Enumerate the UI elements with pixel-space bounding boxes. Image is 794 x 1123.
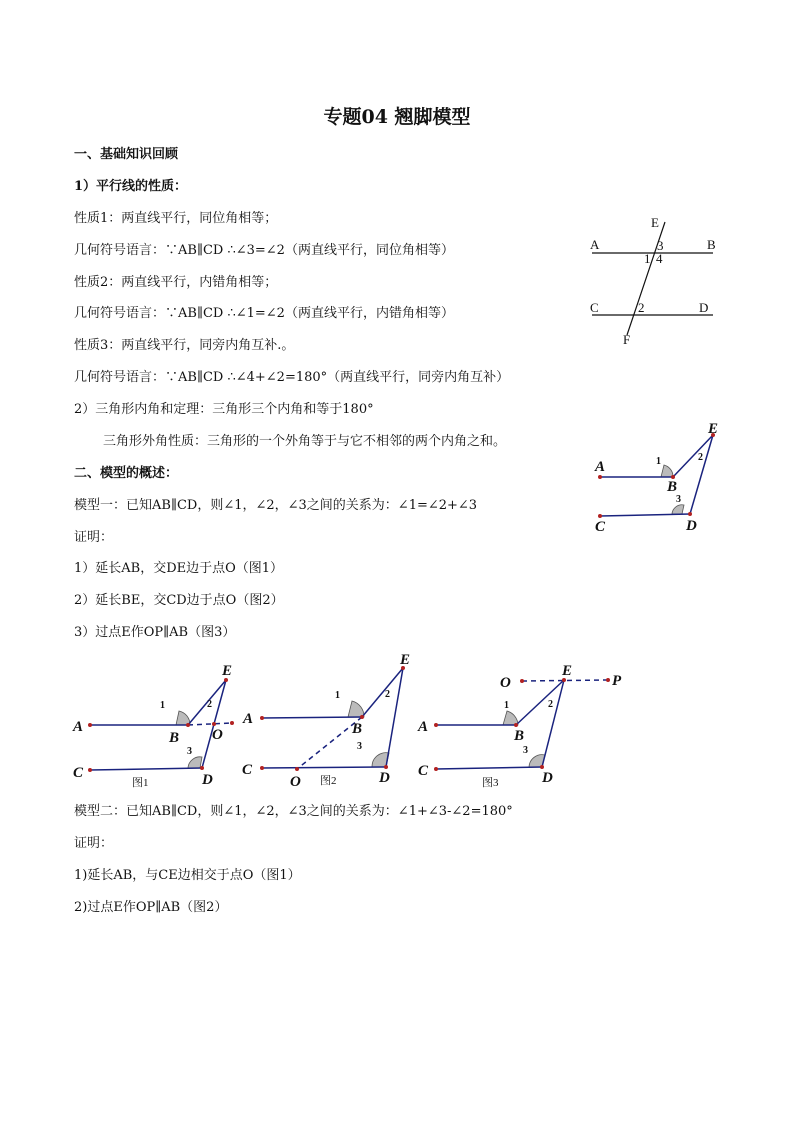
point-a bbox=[260, 716, 264, 720]
label-a: A bbox=[243, 711, 254, 727]
label-e: E bbox=[222, 663, 233, 679]
proof-label-2: 证明： bbox=[74, 836, 114, 851]
label-d: D bbox=[202, 772, 213, 788]
label-c: C bbox=[595, 519, 606, 535]
page-title: 专题04 翘脚模型 bbox=[323, 106, 471, 128]
property-1-symbolic: 几何符号语言：∵AB∥CD ∴∠3=∠2（两直线平行，同位角相等） bbox=[74, 243, 454, 258]
segment-be bbox=[516, 680, 564, 725]
dashed-extension-bo bbox=[188, 723, 232, 725]
angle-3: 3 bbox=[357, 741, 362, 752]
segment-be bbox=[362, 668, 403, 717]
angle-2: 2 bbox=[638, 300, 645, 315]
label-a: A bbox=[418, 719, 429, 735]
segment-cd bbox=[90, 768, 202, 770]
model-2-step-1: 1)延长AB，与CE边相交于点O（图1） bbox=[74, 868, 301, 883]
point-a bbox=[434, 723, 438, 727]
label-c: C bbox=[73, 765, 84, 781]
angle-2: 2 bbox=[385, 689, 390, 700]
point-o bbox=[212, 722, 216, 726]
model-1-step-1: 1）延长AB，交DE边于点O（图1） bbox=[74, 561, 284, 576]
point-c bbox=[88, 768, 92, 772]
point-d bbox=[540, 765, 544, 769]
label-a: A bbox=[73, 719, 84, 735]
angle-3: 3 bbox=[187, 746, 192, 757]
segment-ed bbox=[542, 680, 564, 767]
label-f: F bbox=[623, 332, 631, 347]
parallel-lines-figure bbox=[585, 210, 725, 350]
subheading-parallel-properties: 1）平行线的性质： bbox=[74, 179, 188, 194]
angle-arc-b bbox=[348, 701, 364, 717]
point-d bbox=[384, 765, 388, 769]
label-e: E bbox=[708, 421, 719, 437]
angle-arc-b bbox=[503, 711, 518, 725]
property-2-symbolic: 几何符号语言：∵AB∥CD ∴∠1=∠2（两直线平行，内错角相等） bbox=[74, 306, 454, 321]
segment-cd bbox=[436, 767, 542, 769]
angle-3: 3 bbox=[657, 238, 664, 253]
label-c: C bbox=[590, 300, 599, 315]
angle-1: 1 bbox=[160, 700, 165, 711]
angle-arc-d bbox=[188, 757, 202, 768]
label-a: A bbox=[595, 459, 606, 475]
label-c: C bbox=[418, 763, 429, 779]
figure-1 bbox=[70, 655, 240, 795]
label-e: E bbox=[651, 215, 659, 230]
segment-cd bbox=[600, 514, 690, 516]
figure-caption: 图3 bbox=[482, 777, 499, 789]
label-b: B bbox=[352, 721, 363, 737]
point-b bbox=[186, 723, 190, 727]
angle-1: 1 bbox=[335, 690, 340, 701]
label-d: D bbox=[686, 518, 697, 534]
angle-1: 1 bbox=[644, 251, 651, 266]
label-a: A bbox=[590, 237, 600, 252]
label-b: B bbox=[707, 237, 716, 252]
point-p bbox=[606, 678, 610, 682]
section-heading-basics: 一、基础知识回顾 bbox=[74, 147, 179, 162]
triangle-angle-sum: 2）三角形内角和定理：三角形三个内角和等于180° bbox=[74, 402, 374, 417]
point-d bbox=[200, 766, 204, 770]
point-b bbox=[360, 715, 364, 719]
point-extra bbox=[230, 721, 234, 725]
point-o bbox=[520, 679, 524, 683]
point-o bbox=[295, 767, 299, 771]
angle-arc-b bbox=[661, 465, 673, 477]
figure-2 bbox=[238, 645, 428, 795]
label-b: B bbox=[169, 730, 180, 746]
property-3-symbolic: 几何符号语言：∵AB∥CD ∴∠4+∠2=180°（两直线平行，同旁内角互补） bbox=[74, 370, 510, 385]
model-1-statement: 模型一：已知AB∥CD，则∠1，∠2，∠3之间的关系为：∠1=∠2+∠3 bbox=[74, 498, 478, 513]
property-2: 性质2：两直线平行，内错角相等； bbox=[74, 275, 278, 290]
label-b: B bbox=[667, 479, 678, 495]
segment-cd bbox=[262, 767, 386, 768]
label-o: O bbox=[500, 675, 511, 691]
label-b: B bbox=[514, 728, 525, 744]
model-1-step-2: 2）延长BE，交CD边于点O（图2） bbox=[74, 593, 284, 608]
angle-3: 3 bbox=[676, 494, 681, 505]
angle-3: 3 bbox=[523, 745, 528, 756]
label-o: O bbox=[212, 727, 223, 743]
triangle-exterior-angle: 三角形外角性质：三角形的一个外角等于与它不相邻的两个内角之和。 bbox=[103, 434, 507, 449]
angle-1: 1 bbox=[656, 456, 661, 467]
label-d: D bbox=[699, 300, 709, 315]
angle-2: 2 bbox=[207, 699, 212, 710]
model-1-figure bbox=[592, 420, 732, 540]
angle-4: 4 bbox=[656, 251, 663, 266]
model-1-step-3: 3）过点E作OP∥AB（图3） bbox=[74, 625, 236, 640]
label-d: D bbox=[542, 770, 553, 786]
point-a bbox=[88, 723, 92, 727]
point-d bbox=[688, 512, 692, 516]
point-c bbox=[598, 514, 602, 518]
figure-caption: 图2 bbox=[320, 775, 337, 787]
figure-caption: 图1 bbox=[132, 777, 149, 789]
point-c bbox=[260, 766, 264, 770]
angle-2: 2 bbox=[548, 699, 553, 710]
property-1: 性质1：两直线平行，同位角相等； bbox=[74, 211, 278, 226]
angle-arc-d bbox=[672, 505, 684, 514]
section-heading-model-overview: 二、模型的概述： bbox=[74, 466, 179, 481]
label-e: E bbox=[400, 652, 411, 668]
angle-arc-b bbox=[176, 711, 190, 725]
point-c bbox=[434, 767, 438, 771]
label-d: D bbox=[379, 770, 390, 786]
segment-ab bbox=[262, 717, 362, 718]
figure-3 bbox=[412, 655, 632, 795]
segment-ed bbox=[386, 668, 403, 767]
model-2-step-2: 2)过点E作OP∥AB（图2） bbox=[74, 900, 228, 915]
angle-2: 2 bbox=[698, 452, 703, 463]
label-p: P bbox=[612, 673, 622, 689]
angle-1: 1 bbox=[504, 700, 509, 711]
point-b bbox=[514, 723, 518, 727]
label-c: C bbox=[242, 762, 253, 778]
property-3: 性质3：两直线平行，同旁内角互补.。 bbox=[74, 338, 295, 353]
point-a bbox=[598, 475, 602, 479]
proof-label-1: 证明： bbox=[74, 530, 114, 545]
label-e: E bbox=[562, 663, 573, 679]
label-o: O bbox=[290, 774, 301, 790]
model-2-statement: 模型二：已知AB∥CD，则∠1，∠2，∠3之间的关系为：∠1+∠3-∠2=180° bbox=[74, 804, 513, 819]
